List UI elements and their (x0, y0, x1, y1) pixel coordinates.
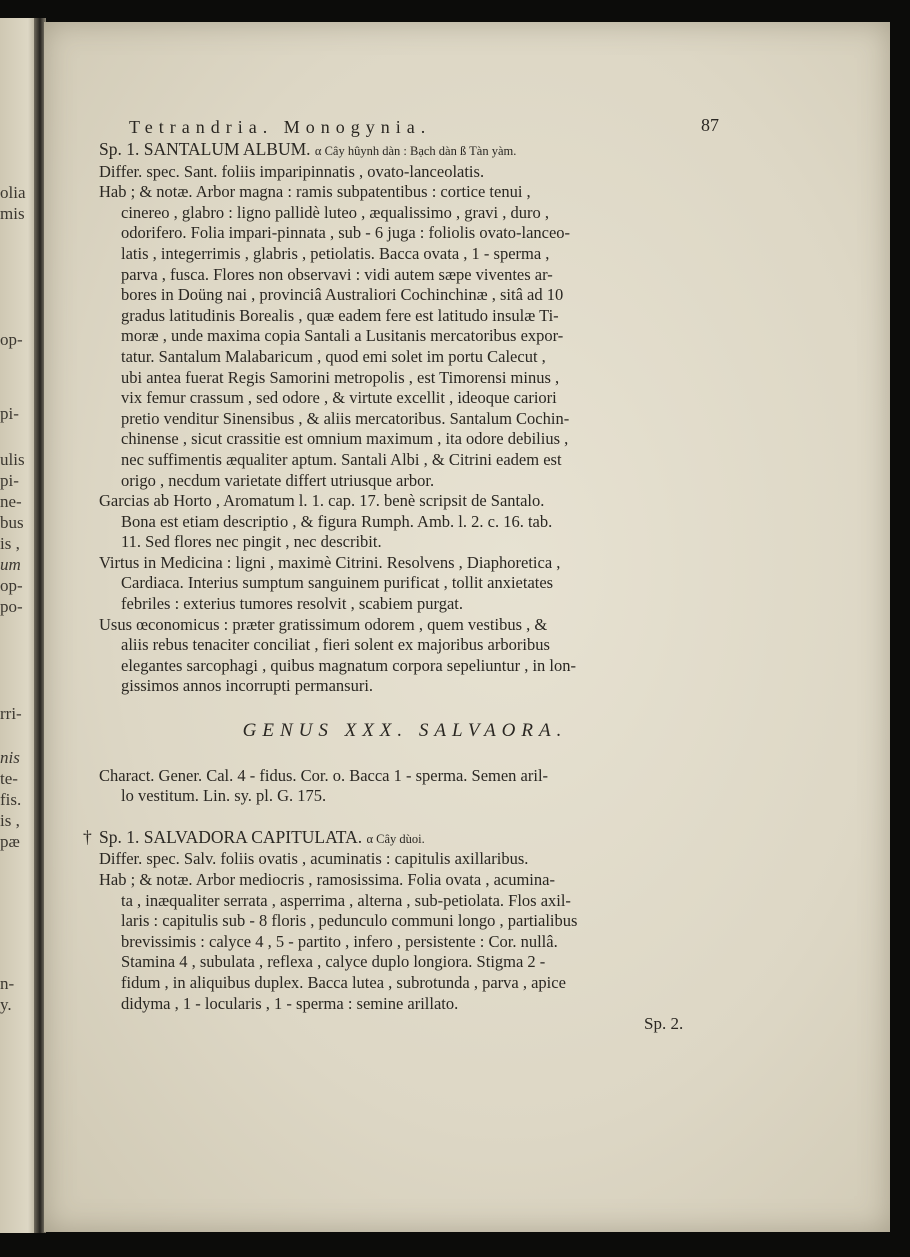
running-title: Tetrandria. Monogynia. (129, 117, 432, 137)
text-line: Differ. spec. Sant. foliis imparipinnatis , ovato-lanceolatis. (99, 161, 485, 181)
text-line: didyma , 1 - locularis , 1 - sperma : semine arillato. (121, 993, 459, 1013)
text-line: febriles : exterius tumores resolvit , scabiem purgat. (121, 594, 463, 614)
text-line: nec suffimentis æqualiter aptum. Santali Albi , & Citrini eadem est (121, 449, 562, 469)
species-name: Sp. 1. SANTALUM ALBUM. (99, 139, 311, 159)
text-line: moræ , unde maxima copia Santali a Lusitanis mercatoribus expor- (121, 326, 564, 346)
catchword: Sp. 2. (644, 1014, 684, 1033)
facing-page-fragment: is , (0, 534, 20, 553)
text-line: fidum , in aliquibus duplex. Bacca lutea , subrotunda , parva , apice (121, 972, 566, 992)
facing-page-fragment: is , (0, 811, 20, 830)
vernacular-names: α Cây dùoi. (366, 831, 425, 846)
facing-page-fragment: pi- (0, 471, 19, 490)
genus-heading: GENUS XXX. SALVAORA. (242, 720, 568, 742)
text-line: Charact. Gener. Cal. 4 - fidus. Cor. o. Bacca 1 - sperma. Semen aril- (99, 765, 549, 785)
facing-page-fragment: fis. (0, 790, 22, 809)
text-line: Hab ; & notæ. Arbor magna : ramis subpatentibus : cortice tenui , (99, 182, 531, 202)
text-line: ta , inæqualiter serrata , asperrima , alterna , sub-petiolata. Flos axil- (121, 890, 571, 910)
text-line: 11. Sed flores nec pingit , nec describit. (121, 532, 382, 552)
species-heading (83, 826, 711, 850)
text-line: Virtus in Medicina : ligni , maximè Citrini. Resolvens , Diaphoretica , (99, 552, 561, 572)
text-line: aliis rebus tenaciter conciliat , fieri solent ex majoribus arboribus (121, 635, 550, 655)
text-line: tatur. Santalum Malabaricum , quod emi solet im portu Calecut , (121, 346, 546, 366)
facing-page-fragment: um (0, 555, 21, 574)
text-line: bores in Doüng nai , provinciâ Australiori Cochinchinæ , sitâ ad 10 (121, 285, 564, 305)
facing-page-fragment: mis (0, 204, 25, 223)
text-line: Usus œconomicus : præter gratissimum odorem , quem vestibus , & (99, 614, 548, 634)
facing-page-fragment: y. (0, 995, 12, 1014)
facing-page-fragment: op- (0, 576, 23, 595)
text-line: elegantes sarcophagi , quibus magnatum corpora sepeliuntur , in lon- (121, 655, 576, 675)
facing-page-fragment: ulis (0, 450, 25, 469)
facing-page-fragment: pi- (0, 404, 19, 423)
text-line: Hab ; & notæ. Arbor mediocris , ramosissima. Folia ovata , acumina- (99, 870, 555, 889)
vernacular-names: α Cây hûynh dàn : Bạch dàn ß Tàn yàm. (314, 144, 517, 158)
species-name: Sp. 1. SALVADORA CAPITULATA. (99, 826, 363, 847)
text-line: lo vestitum. Lin. sy. pl. G. 175. (121, 786, 327, 806)
text-line: chinense , sicut crassitie est omnium maximum , ita odore debilius , (121, 429, 569, 449)
text-line: Stamina 4 , subulata , reflexa , calyce duplo longiora. Stigma 2 - (121, 952, 546, 972)
text-line: gissimos annos incorrupti permansuri. (121, 676, 374, 696)
text-line: Bona est etiam descriptio , & figura Rumph. Amb. l. 2. c. 16. tab. (121, 511, 553, 531)
text-line: ubi antea fuerat Regis Samorini metropolis , est Timorensi minus , (121, 367, 560, 387)
text-line: latis , integerrimis , glabris , petiolatis. Bacca ovata , 1 - sperma , (121, 243, 550, 263)
facing-page-fragment: nis (0, 748, 20, 767)
facing-page-fragment: olia (0, 183, 26, 202)
text-line: Differ. spec. Salv. foliis ovatis , acuminatis : capitulis axillaribus. (99, 849, 529, 869)
facing-page-fragment: ne- (0, 492, 22, 511)
facing-page-fragment: pæ (0, 832, 20, 851)
text-line: brevissimis : calyce 4 , 5 - partito , infero , persistente : Cor. nullâ. (121, 931, 558, 951)
text-line: laris : capitulis sub - 8 floris , pedunculo communi longo , partialibus (121, 911, 578, 931)
text-line: parva , fusca. Flores non observavi : vidi autem sæpe viventes ar- (121, 264, 553, 284)
text-line: odorifero. Folia impari-pinnata , sub - 6 juga : foliolis ovato-lanceo- (121, 223, 571, 243)
text-line: vix femur crassum , sed odore , & virtute excellit , ideoque cariori (121, 388, 557, 408)
book-page (44, 22, 890, 1232)
facing-page-fragment: po- (0, 597, 23, 616)
running-header (99, 115, 719, 139)
text-line: Cardiaca. Interius sumptum sanguinem purificat , tollit anxietates (121, 573, 554, 593)
text-line: cinereo , glabro : ligno pallidè luteo , æqualissimo , gravi , duro , (121, 202, 550, 222)
page-text (83, 115, 719, 1014)
facing-page-fragment: rri- (0, 704, 22, 723)
text-line: pretio venditur Sinensibus , & aliis mercatoribus. Santalum Cochin- (121, 408, 570, 428)
dagger-mark: † (83, 826, 92, 847)
facing-page-fragment: n- (0, 974, 15, 993)
text-line: gradus latitudinis Borealis , quæ eadem fere est latitudo insulæ Ti- (121, 305, 559, 325)
species-heading (99, 139, 711, 162)
text-line: Garcias ab Horto , Aromatum l. 1. cap. 17. benè scripsit de Santalo. (99, 491, 545, 511)
facing-page-fragment: bus (0, 513, 24, 532)
page-number: 87 (701, 115, 719, 135)
facing-page-fragment: op- (0, 330, 23, 349)
facing-page-fragment: te- (0, 769, 18, 788)
text-line: origo , necdum varietate differt utriusque arbor. (121, 470, 435, 490)
